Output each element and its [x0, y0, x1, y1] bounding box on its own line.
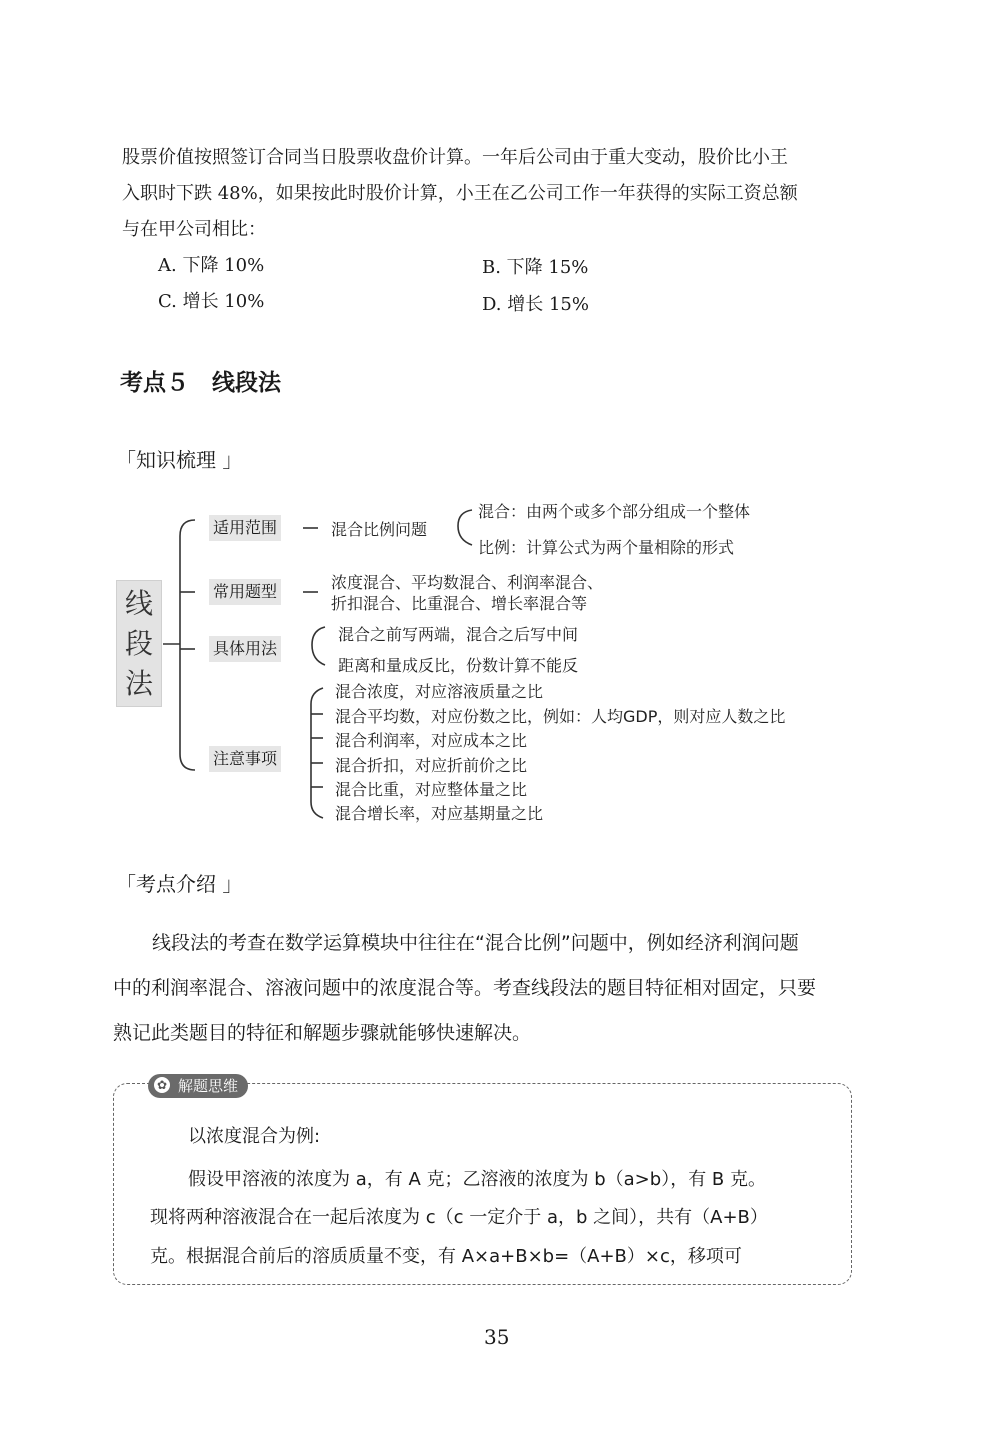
intro-line-1: 线段法的考查在数学运算模块中往往在“混合比例”问题中，例如经济利润问题 — [152, 932, 799, 954]
root-char-2: 段 — [124, 627, 153, 660]
types-line-2: 折扣混合、比重混合、增长率混合等 — [331, 594, 588, 613]
box-line-4: 克。根据混合前后的溶质质量不变，有 A×a+B×b=（A+B）×c，移项可 — [150, 1246, 742, 1267]
section-heading: 考点５ 线段法 — [120, 370, 281, 396]
notes-item-3: 混合利润率，对应成本之比 — [335, 731, 528, 750]
usage-item-2: 距离和量成反比，份数计算不能反 — [338, 656, 579, 675]
intro-line-2: 中的利润率混合、溶液问题中的浓度混合等。考查线段法的题目特征相对固定，只要 — [113, 977, 817, 999]
root-char-1: 线 — [124, 587, 153, 620]
branch-usage-label: 具体用法 — [209, 636, 281, 662]
usage-item-1: 混合之前写两端，混合之后写中间 — [338, 625, 579, 644]
root-char-3: 法 — [124, 667, 153, 700]
question-line-3: 与在甲公司相比： — [122, 219, 266, 240]
intro-line-3: 熟记此类题目的特征和解题步骤就能够快速解决。 — [113, 1022, 532, 1044]
branch-scope-middle: 混合比例问题 — [331, 520, 428, 539]
knowledge-title-text: 知识梳理 — [136, 448, 216, 472]
branch-notes-label: 注意事项 — [209, 746, 281, 772]
solution-badge — [148, 1074, 248, 1098]
mindmap-root — [116, 580, 162, 707]
scope-item-2: 比例：计算公式为两个量相除的形式 — [478, 538, 735, 557]
notes-item-1: 混合浓度，对应溶液质量之比 — [335, 682, 544, 701]
scope-item-1: 混合：由两个或多个部分组成一个整体 — [478, 502, 751, 521]
option-b: B. 下降 15% — [482, 257, 589, 278]
branch-scope-label: 适用范围 — [209, 515, 281, 541]
notes-item-6: 混合增长率，对应基期量之比 — [335, 804, 544, 823]
box-line-3: 现将两种溶液混合在一起后浓度为 c（c 一定介于 a，b 之间），共有（A+B） — [150, 1207, 768, 1228]
option-c: C. 增长 10% — [158, 291, 265, 312]
question-line-1: 股票价值按照签订合同当日股票收盘价计算。一年后公司由于重大变动，股价比小王 — [122, 147, 788, 168]
bracket-close-icon: 」 — [216, 872, 243, 896]
question-line-2: 入职时下跌 48%，如果按此时股价计算，小王在乙公司工作一年获得的实际工资总额 — [122, 183, 798, 204]
notes-item-5: 混合比重，对应整体量之比 — [335, 780, 528, 799]
gear-icon: ✿ — [154, 1077, 170, 1093]
types-line-1: 浓度混合、平均数混合、利润率混合、 — [331, 573, 604, 592]
notes-item-4: 混合折扣，对应折前价之比 — [335, 756, 528, 775]
box-line-2: 假设甲溶液的浓度为 a，有 A 克；乙溶液的浓度为 b（a>b），有 B 克。 — [188, 1169, 766, 1190]
bracket-open-icon: 「 — [116, 448, 136, 472]
branch-types-label: 常用题型 — [209, 579, 281, 605]
notes-item-2: 混合平均数，对应份数之比，例如：人均GDP，则对应人数之比 — [335, 707, 786, 726]
option-d: D. 增长 15% — [482, 294, 589, 315]
intro-title — [116, 868, 242, 897]
box-line-1: 以浓度混合为例: — [188, 1126, 321, 1147]
option-a: A. 下降 10% — [158, 255, 265, 276]
intro-title-text: 考点介绍 — [136, 872, 216, 896]
solution-badge-label: 解题思维 — [178, 1077, 239, 1095]
bracket-open-icon: 「 — [116, 872, 136, 896]
bracket-close-icon: 」 — [216, 448, 243, 472]
page-number: 35 — [484, 1325, 510, 1349]
